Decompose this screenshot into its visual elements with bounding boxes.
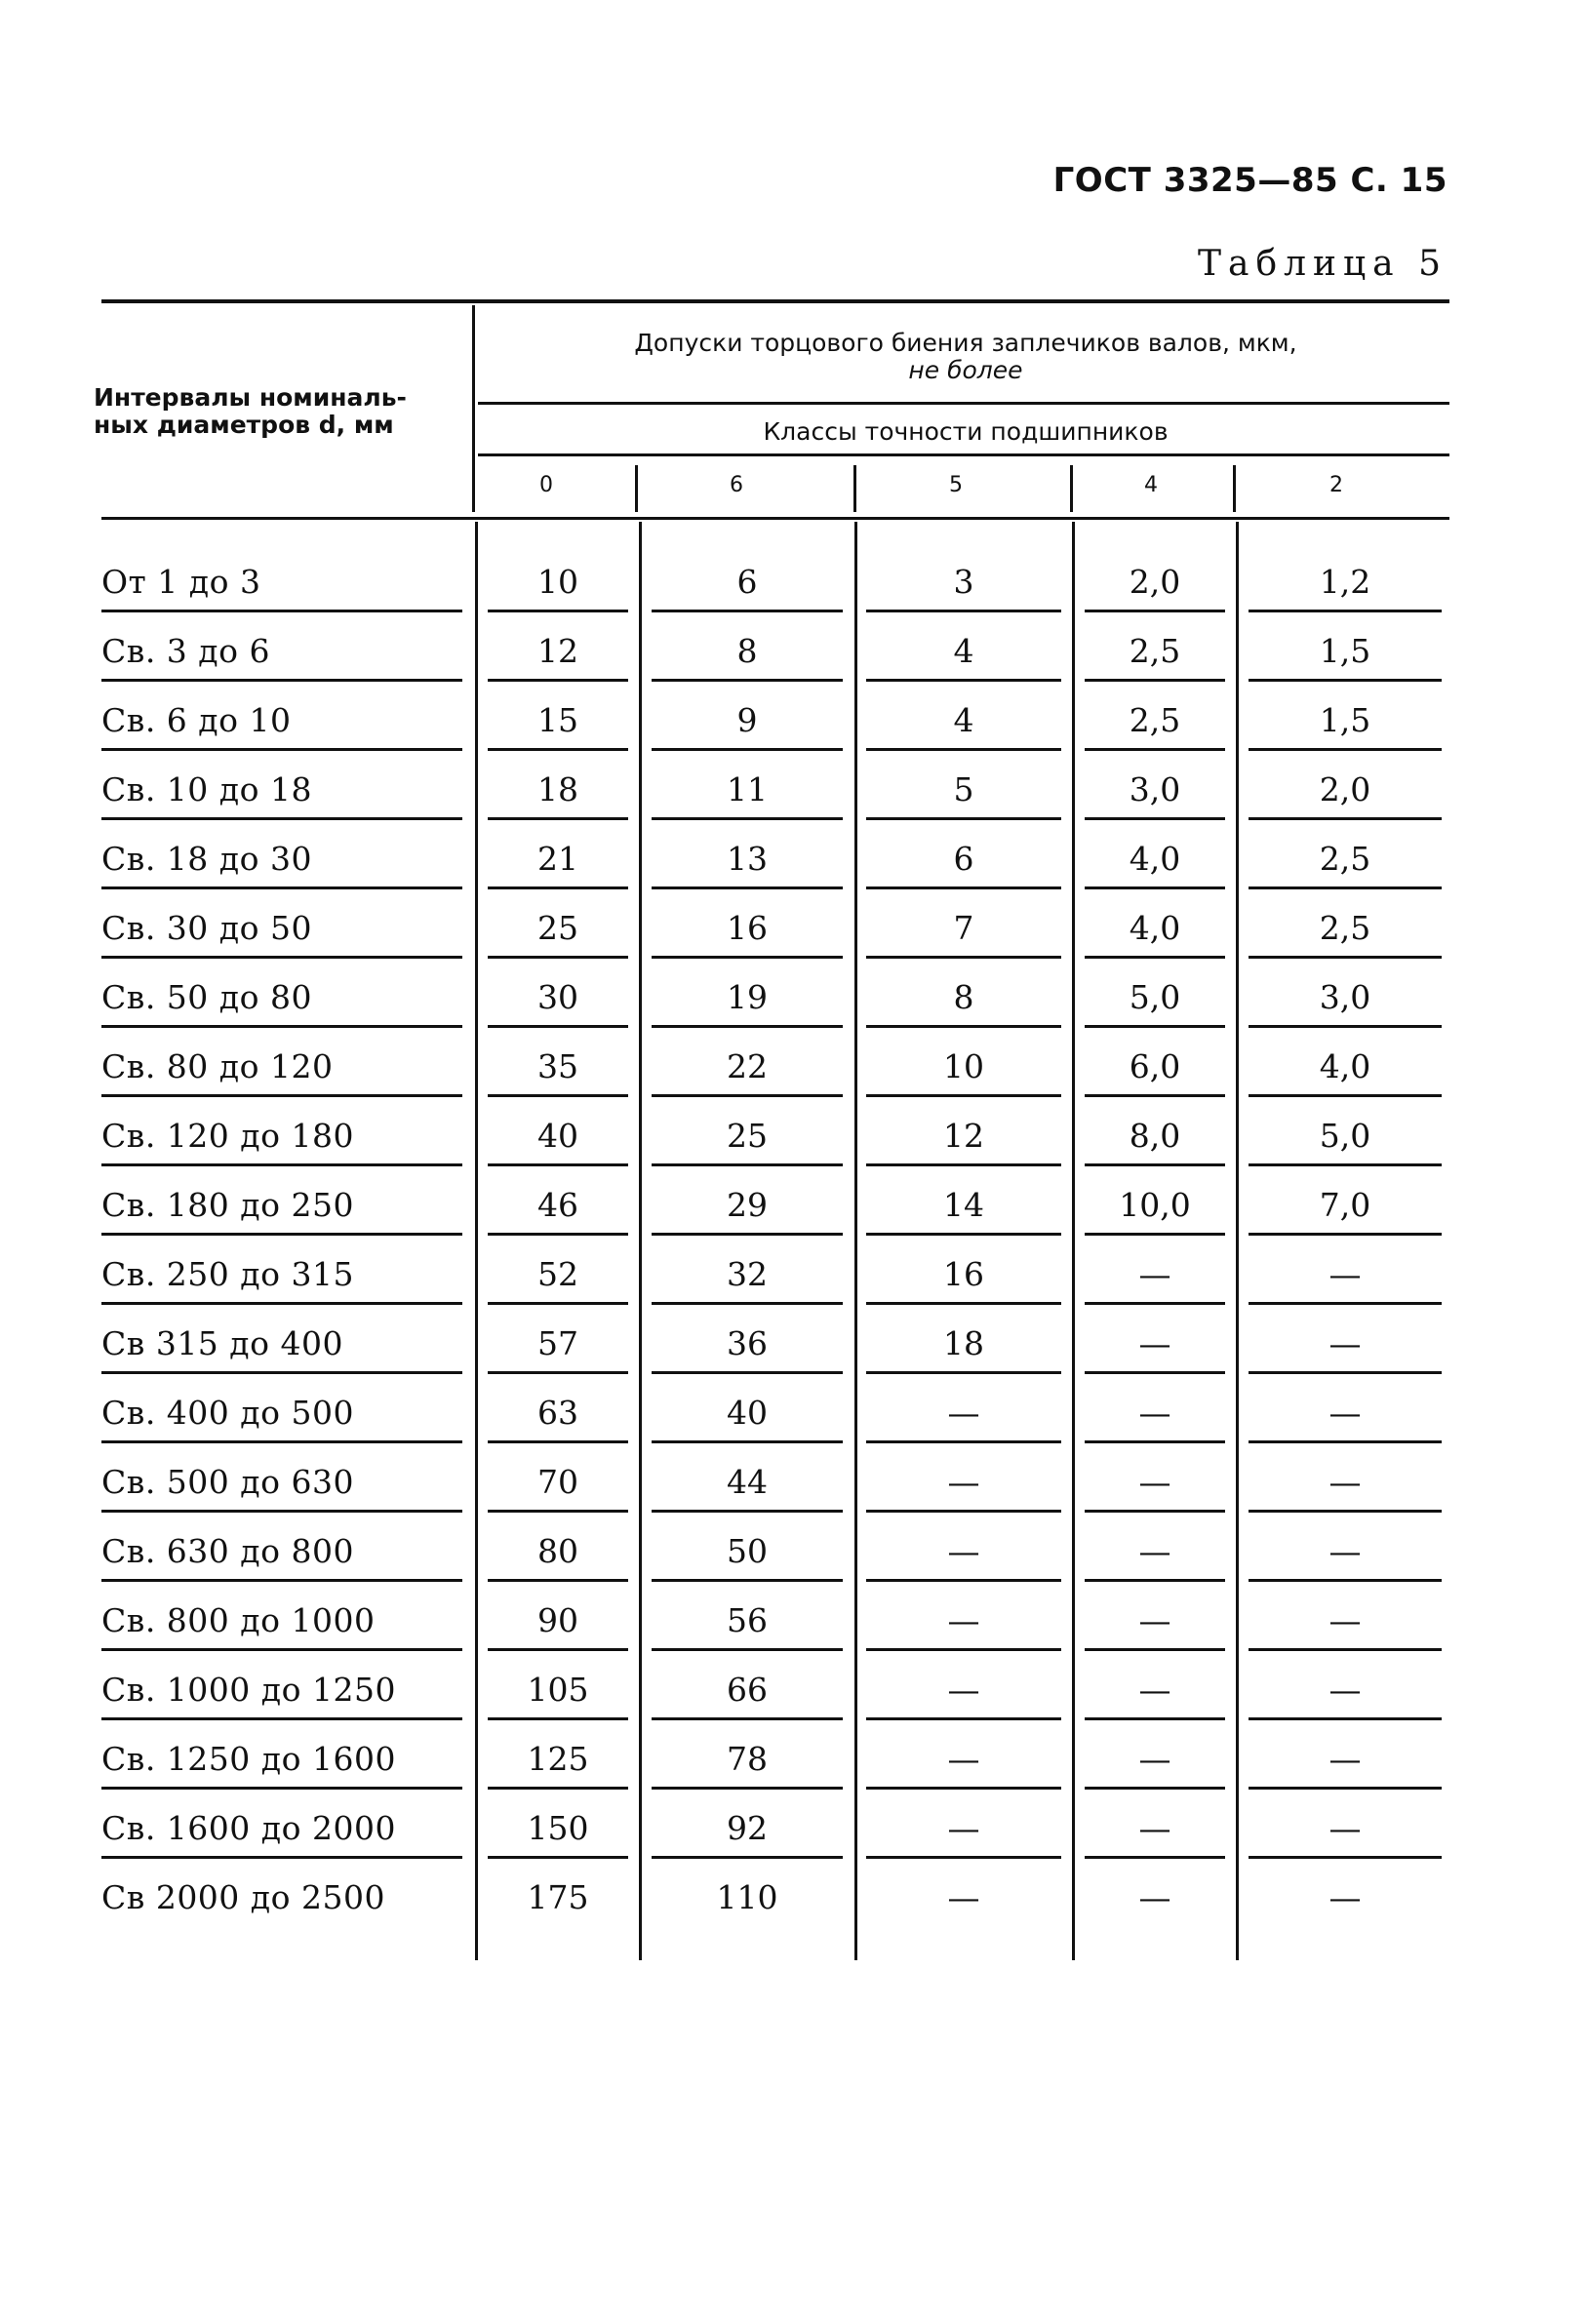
cell-rule (1085, 1787, 1225, 1790)
table-cell: 10 (537, 563, 578, 601)
table-cell: 29 (727, 1186, 768, 1224)
cell-rule (488, 817, 628, 820)
row-label: Св. 800 до 1000 (101, 1601, 376, 1639)
table-cell: 4 (953, 701, 974, 739)
table-cell: — (947, 1809, 980, 1847)
table-cell: 13 (727, 840, 768, 878)
table-cell: 66 (727, 1671, 768, 1709)
cell-rule (1249, 1787, 1442, 1790)
table-row (0, 1174, 1586, 1243)
table-cell: 9 (736, 701, 758, 739)
table-cell: 52 (537, 1255, 578, 1293)
cell-rule (1085, 1371, 1225, 1374)
cell-rule (866, 610, 1061, 612)
row-label-rule (101, 1302, 462, 1305)
table-cell: 80 (537, 1532, 578, 1570)
cell-rule (652, 1717, 843, 1720)
row-label: Св. 1250 до 1600 (101, 1740, 396, 1778)
table-cell: — (1328, 1324, 1362, 1362)
table-cell: 2,5 (1319, 840, 1371, 878)
table-cell: — (1138, 1532, 1171, 1570)
table-cell: 32 (727, 1255, 768, 1293)
table-cell: 18 (537, 770, 578, 808)
cell-rule (866, 1440, 1061, 1443)
cell-rule (488, 1371, 628, 1374)
row-label: Св. 50 до 80 (101, 978, 312, 1016)
table-cell: — (1328, 1255, 1362, 1293)
cell-rule (1085, 748, 1225, 751)
cell-rule (1249, 1579, 1442, 1582)
table-cell: 4,0 (1319, 1047, 1371, 1085)
table-row (0, 551, 1586, 620)
table-cell: 2,5 (1129, 632, 1181, 670)
cell-rule (652, 1302, 843, 1305)
table-cell: — (1138, 1324, 1171, 1362)
cell-rule (866, 1025, 1061, 1028)
cell-rule (866, 1094, 1061, 1097)
cell-rule (1249, 886, 1442, 889)
table-cell: — (947, 1394, 980, 1432)
table-cell: — (1328, 1740, 1362, 1778)
row-label: Св. 500 до 630 (101, 1463, 354, 1501)
table-cell: 8,0 (1129, 1117, 1181, 1155)
table-caption: Таблица 5 (1198, 244, 1447, 284)
table-cell: 4 (953, 632, 974, 670)
table-row (0, 620, 1586, 689)
cell-rule (866, 1163, 1061, 1166)
table-cell: 1,2 (1319, 563, 1371, 601)
subgroup-header: Классы точности подшипников (763, 417, 1169, 446)
cell-rule (652, 1648, 843, 1651)
table-cell: — (1138, 1463, 1171, 1501)
table-cell: 5,0 (1129, 978, 1181, 1016)
table-cell: — (947, 1740, 980, 1778)
cell-rule (866, 956, 1061, 959)
cell-rule (1085, 1163, 1225, 1166)
cell-rule (652, 1787, 843, 1790)
table-row (0, 1520, 1586, 1590)
table-cell: 12 (537, 632, 578, 670)
cell-rule (488, 1579, 628, 1582)
cell-rule (866, 1579, 1061, 1582)
cell-rule (1249, 956, 1442, 959)
table-row (0, 897, 1586, 966)
table-cell: — (1328, 1463, 1362, 1501)
column-label-4: 4 (1144, 473, 1158, 497)
row-label: Св. 10 до 18 (101, 770, 312, 808)
table-cell: — (1138, 1394, 1171, 1432)
table-row (0, 1797, 1586, 1867)
table-cell: — (1138, 1878, 1171, 1916)
table-cell: 3,0 (1319, 978, 1371, 1016)
table-cell: 2,0 (1129, 563, 1181, 601)
table-cell: 15 (537, 701, 578, 739)
table-cell: 40 (727, 1394, 768, 1432)
cell-rule (488, 1163, 628, 1166)
table-row (0, 1105, 1586, 1174)
table-row (0, 1313, 1586, 1382)
row-label-rule (101, 817, 462, 820)
table-cell: 63 (537, 1394, 578, 1432)
cell-rule (1085, 1717, 1225, 1720)
table-cell: 3,0 (1129, 770, 1181, 808)
cell-rule (1085, 1510, 1225, 1513)
row-label: Св. 3 до 6 (101, 632, 270, 670)
table-row (0, 759, 1586, 828)
cell-rule (866, 1717, 1061, 1720)
cell-rule (652, 886, 843, 889)
group-header-line-1: Допуски торцового биения заплечиков валов, мкм, (634, 329, 1297, 357)
row-label: Св. 630 до 800 (101, 1532, 354, 1570)
table-cell: 78 (727, 1740, 768, 1778)
row-label-rule (101, 1371, 462, 1374)
cell-rule (866, 817, 1061, 820)
vertical-rule-col-6-5-header (853, 465, 856, 512)
table-cell: 10 (943, 1047, 984, 1085)
table-cell: 8 (736, 632, 758, 670)
table-cell: 18 (943, 1324, 984, 1362)
table-cell: 2,0 (1319, 770, 1371, 808)
cell-rule (1085, 1094, 1225, 1097)
cell-rule (1085, 817, 1225, 820)
table-row (0, 1590, 1586, 1659)
cell-rule (1085, 1579, 1225, 1582)
cell-rule (1085, 1648, 1225, 1651)
row-label: Св. 18 до 30 (101, 840, 312, 878)
row-label-rule (101, 748, 462, 751)
table-cell: 16 (943, 1255, 984, 1293)
table-row (0, 1243, 1586, 1313)
row-label: Св. 1000 до 1250 (101, 1671, 396, 1709)
table-cell: 6,0 (1129, 1047, 1181, 1085)
table-cell: 30 (537, 978, 578, 1016)
table-cell: — (947, 1601, 980, 1639)
cell-rule (866, 886, 1061, 889)
cell-rule (1249, 679, 1442, 682)
cell-rule (488, 1302, 628, 1305)
cell-rule (488, 1440, 628, 1443)
row-label: Св. 1600 до 2000 (101, 1809, 396, 1847)
cell-rule (488, 886, 628, 889)
column-label-0: 0 (539, 473, 553, 497)
table-cell: 3 (953, 563, 974, 601)
cell-rule (1249, 1094, 1442, 1097)
cell-rule (1249, 1302, 1442, 1305)
table-cell: 105 (527, 1671, 589, 1709)
cell-rule (652, 748, 843, 751)
cell-rule (866, 1371, 1061, 1374)
row-label-rule (101, 679, 462, 682)
row-label: Св 2000 до 2500 (101, 1878, 385, 1916)
cell-rule (866, 1302, 1061, 1305)
table-top-rule (101, 299, 1449, 303)
cell-rule (1085, 956, 1225, 959)
table-row (0, 1659, 1586, 1728)
table-row (0, 1036, 1586, 1105)
row-label: Св. 80 до 120 (101, 1047, 334, 1085)
row-label-rule (101, 1163, 462, 1166)
cell-rule (488, 1856, 628, 1859)
row-label: Св. 120 до 180 (101, 1117, 354, 1155)
cell-rule (866, 748, 1061, 751)
cell-rule (1249, 1440, 1442, 1443)
cell-rule (488, 1025, 628, 1028)
table-cell: 56 (727, 1601, 768, 1639)
table-cell: — (947, 1671, 980, 1709)
row-label-rule (101, 1510, 462, 1513)
row-label-rule (101, 1094, 462, 1097)
cell-rule (652, 610, 843, 612)
table-cell: 175 (527, 1878, 589, 1916)
cell-rule (488, 956, 628, 959)
row-label: От 1 до 3 (101, 563, 261, 601)
cell-rule (1249, 1233, 1442, 1236)
row-header-line-2: ных диаметров d, мм (94, 411, 394, 439)
cell-rule (652, 1233, 843, 1236)
table-cell: 6 (953, 840, 974, 878)
cell-rule (1249, 748, 1442, 751)
table-cell: — (1328, 1532, 1362, 1570)
row-label: Св. 250 до 315 (101, 1255, 354, 1293)
cell-rule (866, 1648, 1061, 1651)
cell-rule (1085, 1440, 1225, 1443)
table-cell: 4,0 (1129, 840, 1181, 878)
column-label-5: 5 (949, 473, 963, 497)
table-cell: — (1138, 1255, 1171, 1293)
table-cell: 92 (727, 1809, 768, 1847)
table-cell: 12 (943, 1117, 984, 1155)
table-cell: — (1328, 1671, 1362, 1709)
table-cell: 10,0 (1119, 1186, 1191, 1224)
table-cell: 150 (527, 1809, 589, 1847)
table-cell: 70 (537, 1463, 578, 1501)
cell-rule (1085, 1233, 1225, 1236)
table-cell: 16 (727, 909, 768, 947)
table-cell: 4,0 (1129, 909, 1181, 947)
cell-rule (652, 1163, 843, 1166)
cell-rule (1085, 1025, 1225, 1028)
table-cell: 14 (943, 1186, 984, 1224)
cell-rule (652, 1856, 843, 1859)
table-row (0, 1728, 1586, 1797)
header-bottom-rule (101, 517, 1449, 520)
table-cell: 35 (537, 1047, 578, 1085)
table-cell: 7,0 (1319, 1186, 1371, 1224)
row-label-rule (101, 1648, 462, 1651)
table-cell: — (1138, 1809, 1171, 1847)
table-row (0, 966, 1586, 1036)
table-cell: — (1138, 1740, 1171, 1778)
table-cell: 25 (537, 909, 578, 947)
cell-rule (488, 1233, 628, 1236)
cell-rule (1085, 610, 1225, 612)
cell-rule (1085, 886, 1225, 889)
row-label-rule (101, 1025, 462, 1028)
table-cell: 5,0 (1319, 1117, 1371, 1155)
cell-rule (652, 1025, 843, 1028)
cell-rule (1249, 817, 1442, 820)
table-cell: 125 (527, 1740, 589, 1778)
cell-rule (1249, 1648, 1442, 1651)
table-cell: — (947, 1878, 980, 1916)
table-cell: 6 (736, 563, 758, 601)
subgroup-header-rule (478, 453, 1449, 456)
cell-rule (1249, 1717, 1442, 1720)
table-cell: — (1328, 1601, 1362, 1639)
table-cell: 44 (727, 1463, 768, 1501)
row-label: Св. 400 до 500 (101, 1394, 354, 1432)
cell-rule (488, 1094, 628, 1097)
cell-rule (1249, 1025, 1442, 1028)
row-label-rule (101, 1856, 462, 1859)
vertical-rule-col-5-4-header (1070, 465, 1073, 512)
row-label: Св. 6 до 10 (101, 701, 292, 739)
cell-rule (866, 1787, 1061, 1790)
row-label: Св 315 до 400 (101, 1324, 343, 1362)
vertical-rule-col-4-2-header (1233, 465, 1236, 512)
table-cell: — (1138, 1601, 1171, 1639)
cell-rule (652, 1094, 843, 1097)
table-cell: 2,5 (1319, 909, 1371, 947)
cell-rule (1085, 1302, 1225, 1305)
cell-rule (488, 1648, 628, 1651)
table-cell: — (1328, 1878, 1362, 1916)
cell-rule (1249, 1371, 1442, 1374)
cell-rule (866, 1233, 1061, 1236)
table-cell: — (947, 1463, 980, 1501)
table-cell: 22 (727, 1047, 768, 1085)
table-cell: 19 (727, 978, 768, 1016)
table-cell: 90 (537, 1601, 578, 1639)
cell-rule (488, 1717, 628, 1720)
page-header: ГОСТ 3325—85 С. 15 (1052, 161, 1447, 200)
table-cell: 57 (537, 1324, 578, 1362)
cell-rule (1085, 1856, 1225, 1859)
table-cell: — (1138, 1671, 1171, 1709)
cell-rule (488, 1787, 628, 1790)
row-label-rule (101, 610, 462, 612)
table-row (0, 689, 1586, 759)
row-header-line-1: Интервалы номиналь- (94, 383, 407, 412)
vertical-rule-row-header (472, 305, 475, 512)
row-label-rule (101, 956, 462, 959)
column-label-6: 6 (730, 473, 743, 497)
cell-rule (1249, 1856, 1442, 1859)
table-row (0, 828, 1586, 897)
table-cell: 11 (727, 770, 768, 808)
cell-rule (1249, 610, 1442, 612)
table-cell: 50 (727, 1532, 768, 1570)
cell-rule (652, 956, 843, 959)
table-cell: 110 (716, 1878, 778, 1916)
table-cell: 40 (537, 1117, 578, 1155)
group-header-rule (478, 402, 1449, 405)
column-label-2: 2 (1329, 473, 1343, 497)
row-label-rule (101, 1579, 462, 1582)
vertical-rule-col-0-6-header (635, 465, 638, 512)
row-label: Св. 180 до 250 (101, 1186, 354, 1224)
row-label-rule (101, 1787, 462, 1790)
table-cell: 2,5 (1129, 701, 1181, 739)
cell-rule (652, 1440, 843, 1443)
cell-rule (866, 1856, 1061, 1859)
cell-rule (488, 610, 628, 612)
row-label-rule (101, 1440, 462, 1443)
row-label-rule (101, 1233, 462, 1236)
cell-rule (652, 1371, 843, 1374)
table-cell: — (1328, 1394, 1362, 1432)
row-label-rule (101, 886, 462, 889)
cell-rule (652, 1510, 843, 1513)
cell-rule (1085, 679, 1225, 682)
table-cell: 1,5 (1319, 632, 1371, 670)
cell-rule (652, 817, 843, 820)
group-header-line-2: не более (908, 356, 1023, 384)
table-cell: 36 (727, 1324, 768, 1362)
table-cell: 5 (953, 770, 974, 808)
cell-rule (1249, 1510, 1442, 1513)
table-row (0, 1867, 1586, 1936)
row-label: Св. 30 до 50 (101, 909, 312, 947)
table-row (0, 1382, 1586, 1451)
cell-rule (866, 1510, 1061, 1513)
table-cell: — (947, 1532, 980, 1570)
table-cell: 21 (537, 840, 578, 878)
cell-rule (1249, 1163, 1442, 1166)
table-row (0, 1451, 1586, 1520)
table-cell: 7 (953, 909, 974, 947)
cell-rule (488, 748, 628, 751)
table-cell: 1,5 (1319, 701, 1371, 739)
cell-rule (488, 1510, 628, 1513)
table-cell: 25 (727, 1117, 768, 1155)
cell-rule (866, 679, 1061, 682)
cell-rule (652, 679, 843, 682)
table-cell: — (1328, 1809, 1362, 1847)
table-cell: 8 (953, 978, 974, 1016)
row-label-rule (101, 1717, 462, 1720)
cell-rule (652, 1579, 843, 1582)
cell-rule (488, 679, 628, 682)
table-cell: 46 (537, 1186, 578, 1224)
